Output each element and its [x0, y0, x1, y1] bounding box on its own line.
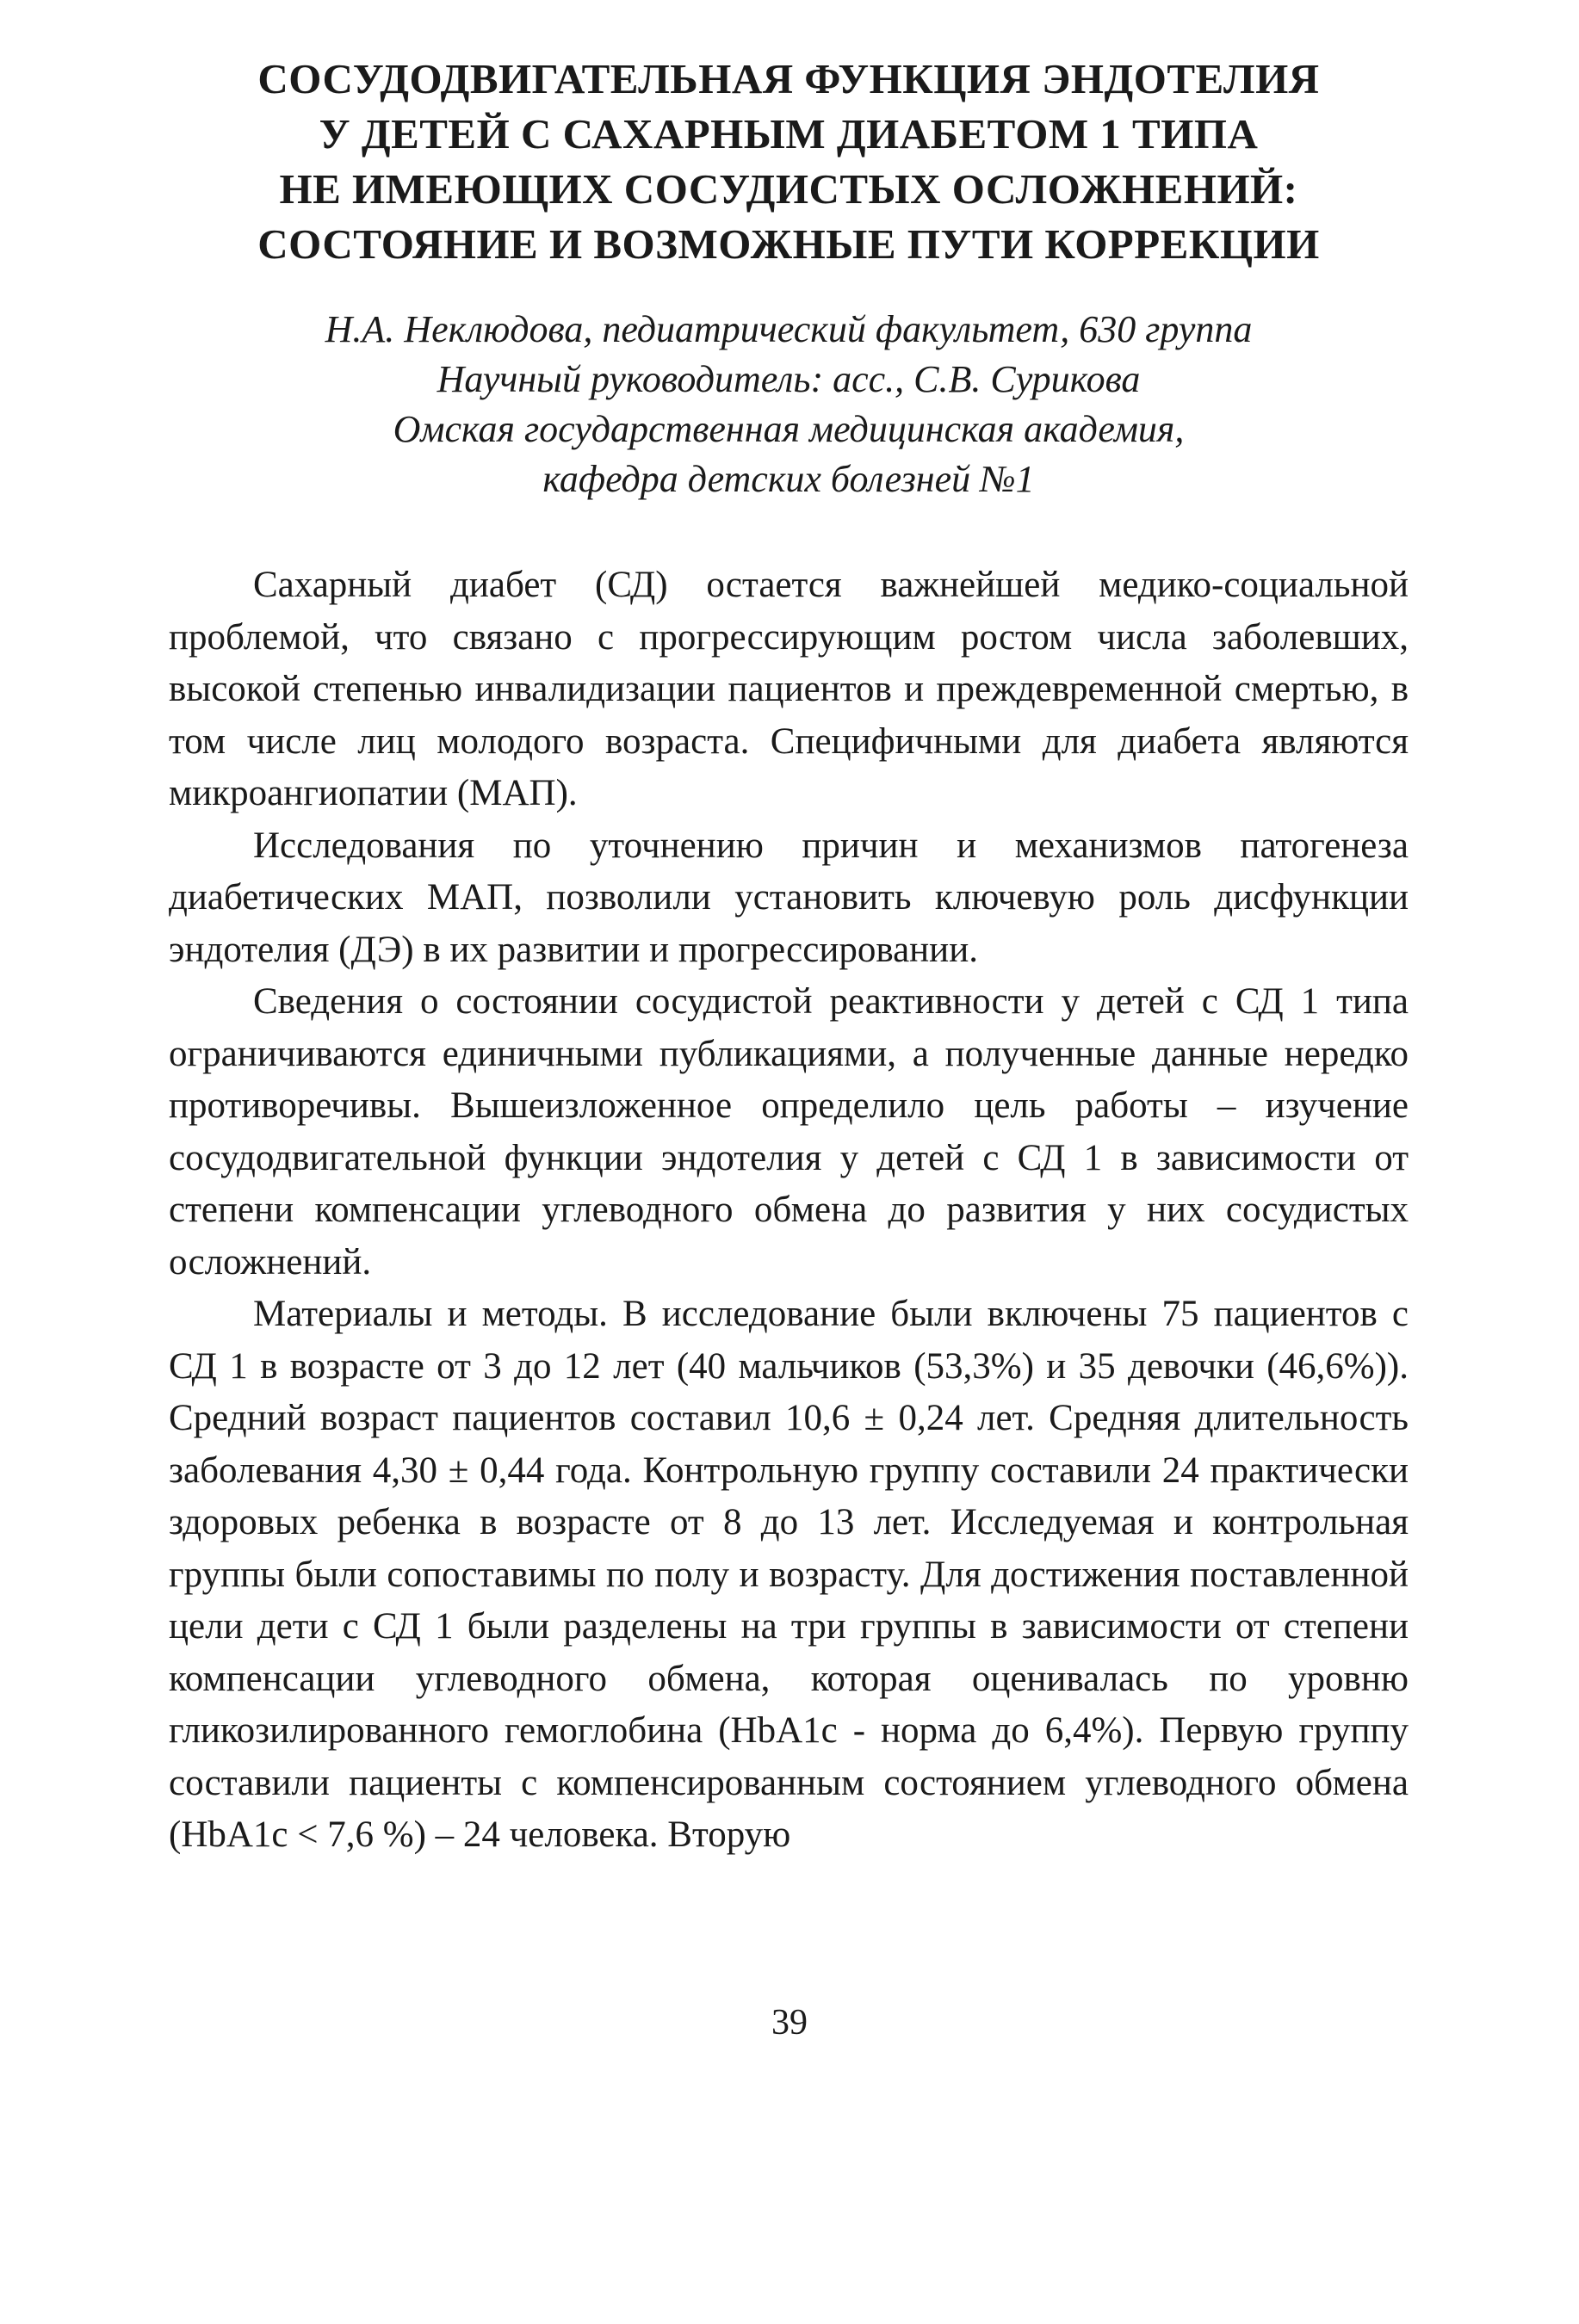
paragraph: Исследования по уточнению причин и механизмов патогенеза диабетических МАП, позволили установить ключевую роль дисфункции эндотелия (ДЭ) в их развитии и прогрессировании. — [169, 825, 1409, 970]
paragraph: Материалы и методы. В исследование были включены 75 пациентов с СД 1 в возрасте от 3 до 12 лет (40 мальчиков (53,3%) и 35 девочки (46,6%)). Средний возраст пациентов составил 10,6 ± 0,24 лет. Средняя длительность заболевания 4,30 ± 0,44 года. Контрольную группу составили 24 практически здоровых ребенка в возрасте от 8 до 13 лет. Исследуемая и контрольная группы были сопоставимы по полу и возрасту. Для достижения поставленной цели дети с СД 1 были разделены на три группы в зависимости от степени компенсации углеводного обмена, которая оценивалась по уровню гликозилированного гемоглобина (HbA1c - норма до 6,4%). Первую группу составили пациенты с компенсированным состоянием углеводного обмена (HbA1c < 7,6 %) – 24 человека. Вторую — [169, 1294, 1409, 1855]
page-content — [169, 52, 1409, 1862]
title-line: НЕ ИМЕЮЩИХ СОСУДИСТЫХ ОСЛОЖНЕНИЙ: — [279, 165, 1298, 213]
page-number: 39 — [771, 2003, 808, 2043]
author-line: Н.А. Неклюдова, педиатрический факультет, 630 группа — [325, 308, 1253, 350]
article-title — [169, 52, 1409, 272]
article-body — [169, 559, 1409, 1862]
supervisor-line: Научный руководитель: асс., С.В. Сурикова — [437, 358, 1141, 400]
institution-line: Омская государственная медицинская академия, — [393, 408, 1185, 450]
title-line: СОСТОЯНИЕ И ВОЗМОЖНЫЕ ПУТИ КОРРЕКЦИИ — [257, 220, 1320, 268]
paragraph: Сахарный диабет (СД) остается важнейшей медико-социальной проблемой, что связано с прогрессирующим ростом числа заболевших, высокой степенью инвалидизации пациентов и преждевременной смертью, в том числе лиц молодого возраста. Специфичными для диабета являются микроангиопатии (МАП). — [169, 565, 1409, 813]
department-line: кафедра детских болезней №1 — [542, 458, 1035, 500]
paragraph: Сведения о состоянии сосудистой реактивности у детей с СД 1 типа ограничиваются единичными публикациями, а полученные данные нередко противоречивы. Вышеизложенное определило цель работы – изучение сосудодвигательной функции эндотелия у детей с СД 1 в зависимости от степени компенсации углеводного обмена до развития у них сосудистых осложнений. — [169, 981, 1409, 1283]
author-block — [169, 305, 1409, 504]
title-line: СОСУДОДВИГАТЕЛЬНАЯ ФУНКЦИЯ ЭНДОТЕЛИЯ — [257, 55, 1320, 102]
title-line: У ДЕТЕЙ С САХАРНЫМ ДИАБЕТОМ 1 ТИПА — [319, 110, 1259, 158]
